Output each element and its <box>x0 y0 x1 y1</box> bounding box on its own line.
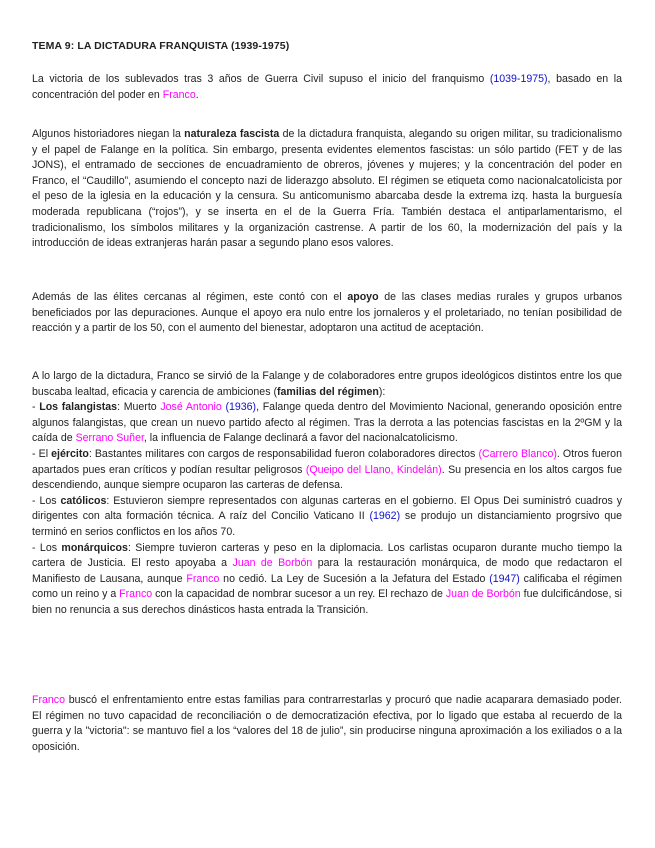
family-falangistas <box>32 400 622 447</box>
text-span: buscó el enfrentamiento entre estas familias para contrarrestarlas y procuró que nadie acaparara demasiado poder. El régimen no tuvo capacidad de reconciliación o de democratización efectiva, por lo ligado que estaba al recuerdo de la guerra y la "victoria": se mantuvo fiel a los “valores del 18 de julio”, sin producirse ninguna aproximación a los exiliados o a la oposición. <box>32 694 622 753</box>
person-name: Franco <box>32 694 65 706</box>
text-span: Además de las élites cercanas al régimen, este contó con el <box>32 291 348 303</box>
families-intro <box>32 369 622 400</box>
text-span: . Su presencia en los altos cargos fue descendiendo, aunque siempre ocuparon las carteras de defensa. <box>32 463 623 492</box>
list-dash: - <box>32 401 40 414</box>
person-name: Serrano Suñer <box>75 432 144 445</box>
bold-term: Los falangistas <box>39 401 118 414</box>
paragraph-support <box>32 290 622 337</box>
person-name: Franco <box>119 588 153 601</box>
text-span: de la dictadura franquista, alegando su origen militar, su tradicionalismo y el papel de Falange en la política. Sin embargo, presenta evidentes elementos fascistas: un sólo partido (FET y de las JONS), el entramado de secciones de encuadramiento de obreros, jóvenes y mujeres; y la concentración del poder en Franco, el “Caudillo”, asumiendo el concepto nazi de liderazgo absoluto. El régimen se etiqueta como nacionalcatolicista por el peso de la iglesia en la educación y la censura. Su anticomunismo abarcaba desde la extrema izq. hasta la burguesía moderada republicana (“rojos”), y se inserta en el de la Guerra Fría. También destaca el antiparlamentarismo, el tradicionalismo, los símbolos militares y la organización castrense. A partir de los 60, la modernización del país y la introducción de ideas extranjeras harán pasar a segundo plano esos valores. <box>32 128 622 250</box>
person-name: Franco <box>186 572 220 585</box>
list-dash: - Los <box>32 494 61 507</box>
text-span: fue dulcificándose, si bien no renuncia a sus derechos dinásticos hasta entrada la Transición. <box>32 588 622 616</box>
person-name: Franco <box>162 88 196 101</box>
person-name: Juan de Borbón <box>232 557 313 570</box>
date-link: (1947) <box>489 572 520 585</box>
text-span: , la influencia de Falange declinará a favor del nacionalcatolicismo. <box>143 432 458 445</box>
family-catolicos <box>32 494 622 541</box>
text-span: Algunos historiadores niegan la <box>32 128 185 140</box>
text-span: : Bastantes militares con cargos de responsabilidad fueron colaboradores directos <box>88 447 479 460</box>
text-span: , basado en la concentración del poder en <box>32 73 622 101</box>
text-span: con la capacidad de nombrar sucesor a un rey. El rechazo de <box>152 588 446 601</box>
bold-term: familias del régimen <box>276 385 379 398</box>
text-span: , Falange queda dentro del Movimiento Nacional, generando oposición entre algunos falangistas, que crean un nuevo partido afecto al régimen. Tras la derrota a las potencias fascistas en la 2ºGM y la caída de <box>32 401 622 445</box>
text-span: no cedió. La Ley de Sucesión a la Jefatura del Estado <box>219 572 490 585</box>
text-span: La victoria de los sublevados tras 3 años de Guerra Civil supuso el inicio del franquismo <box>32 73 490 85</box>
text-span: : Siempre tuvieron carteras y peso en la diplomacia. Los carlistas ocuparon durante mucho tiempo la cartera de Justicia. El resto apoyaba a <box>32 541 622 570</box>
text-span: : Muerto <box>117 401 161 414</box>
bold-term: ejército <box>51 447 89 460</box>
text-span: ): <box>378 385 386 398</box>
paragraph-families <box>32 369 622 619</box>
bold-term: monárquicos <box>61 541 128 554</box>
text-span: . Otros fueron apartados pues eran críticos y podían resultar peligrosos <box>32 447 622 476</box>
bold-term: católicos <box>60 494 107 507</box>
text-span: se produjo un distanciamiento progrsivo que terminó en serios conflictos en los años 70. <box>32 510 622 538</box>
person-name: José Antonio <box>160 401 222 414</box>
family-ejercito <box>32 447 622 494</box>
text-span: . <box>195 88 199 101</box>
person-name: (Carrero Blanco) <box>478 447 557 460</box>
date-link: (1936) <box>225 401 257 414</box>
list-dash: - El <box>32 447 52 460</box>
document-title: TEMA 9: LA DICTADURA FRANQUISTA (1939-1975) <box>32 40 290 52</box>
list-dash: - Los <box>32 541 62 554</box>
bold-term: naturaleza fascista <box>184 128 280 140</box>
text-span: A lo largo de la dictadura, Franco se sirvió de la Falange y de colaboradores entre grupos ideológicos distintos entre los que buscaba lealtad, eficacia y carencia de ambiciones ( <box>32 370 622 398</box>
date-range-link: (1039-1975) <box>489 73 548 85</box>
text-span: calificaba el régimen como un reino y a <box>32 572 623 601</box>
date-link: (1962) <box>369 510 401 523</box>
paragraph-intro <box>32 72 622 103</box>
person-name: Juan de Borbón <box>445 588 521 601</box>
person-name: (Queipo del Llano, Kindelán) <box>305 463 442 476</box>
paragraph-conclusion <box>32 693 622 755</box>
bold-term: apoyo <box>347 291 379 303</box>
text-span: : Estuvieron siempre representados con algunas carteras en el gobierno. El Opus Dei suministró cuadros y dirigentes con alta formación técnica. A raíz del Concilio Vaticano II <box>32 494 622 523</box>
paragraph-nature <box>32 127 622 252</box>
text-span: para la restauración monárquica, de modo que redactaron el Manifiesto de Lausana, aunque <box>32 557 622 585</box>
text-span: de las clases medias rurales y grupos urbanos beneficiados por las depuraciones. Aunque el apoyo era nulo entre los jornaleros y el proletariado, no tenían posibilidad de reacción y a partir de los 50, con el aumento del bienestar, adoptaron una actitud de aceptación. <box>32 291 623 335</box>
family-monarquicos <box>32 541 622 619</box>
